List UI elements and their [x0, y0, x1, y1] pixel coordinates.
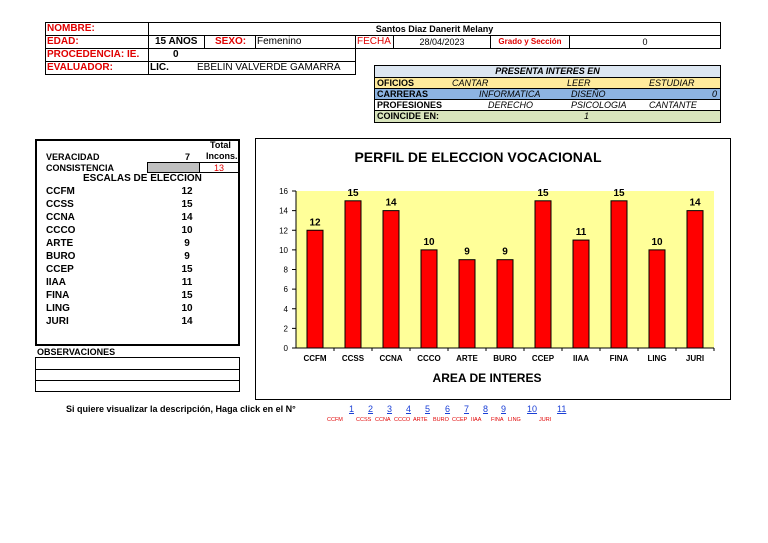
scale-value-ccfm: 12	[181, 186, 193, 197]
y-tick-label: 12	[279, 226, 288, 236]
evaluador-name: EBELIN VALVERDE GAMARRA	[197, 62, 341, 73]
data-label-ccna: 14	[385, 197, 397, 209]
x-tick-label-ccss: CCSS	[341, 354, 365, 363]
scale-code-ccfm: CCFM	[46, 186, 75, 197]
interest-label-coincide: COINCIDE EN:	[377, 111, 440, 121]
description-link-2[interactable]: 2	[368, 404, 374, 414]
bar-arte	[459, 260, 475, 348]
description-link-4[interactable]: 4	[406, 404, 412, 414]
procedencia-label	[45, 48, 149, 62]
edad-label: EDAD:	[45, 35, 149, 49]
interest-carreras-4: 0	[711, 89, 717, 99]
interest-profesiones-3: CANTANTE	[649, 100, 697, 110]
scale-value-iiaa: 11	[181, 277, 193, 288]
nombre-label: NOMBRE:	[45, 22, 149, 36]
description-code-ccfm: CCFM	[327, 417, 343, 423]
description-code-ccna: CCNA	[375, 417, 391, 423]
incons-label: Incons.	[206, 151, 238, 161]
x-tick-label-ccna: CCNA	[379, 354, 403, 363]
data-label-fina: 15	[613, 187, 625, 199]
scales-heading: ESCALAS DE ELECCION	[83, 173, 202, 184]
scale-code-iiaa: IIAA	[46, 277, 66, 288]
data-label-ccfm: 12	[309, 217, 321, 229]
footer-instruction: Si quiere visualizar la descripción, Haga click en el N°	[66, 404, 296, 414]
scale-value-ccep: 15	[181, 264, 193, 275]
total-label: Total	[210, 140, 231, 150]
interest-oficios-2: LEER	[567, 78, 591, 88]
edad-value[interactable]: 15 AÑOS	[148, 35, 205, 49]
bar-ccep	[535, 201, 551, 348]
bar-juri	[687, 211, 703, 348]
evaluador-value[interactable]	[148, 61, 356, 75]
sexo-value[interactable]: Femenino	[255, 35, 356, 49]
scale-code-ccss: CCSS	[46, 199, 74, 210]
description-code-ling: LING	[508, 417, 521, 423]
scale-code-ccco: CCCO	[46, 225, 76, 236]
scale-value-ccco: 10	[181, 225, 193, 236]
y-tick-label: 14	[279, 206, 288, 216]
interest-carreras-2: DISEÑO	[571, 89, 606, 99]
description-link-7[interactable]: 7	[464, 404, 470, 414]
data-label-ccss: 15	[347, 187, 359, 199]
scale-value-ccss: 15	[181, 199, 193, 210]
interest-title: PRESENTA INTERES EN	[374, 65, 721, 78]
scale-value-fina: 15	[181, 290, 193, 301]
description-link-11[interactable]: 11	[557, 404, 567, 414]
bar-fina	[611, 201, 627, 348]
chart-xlabel: AREA DE INTERES	[432, 371, 542, 385]
y-tick-label: 2	[283, 324, 288, 334]
x-tick-label-buro: BURO	[493, 354, 517, 363]
description-link-5[interactable]: 5	[425, 404, 431, 414]
scale-code-arte: ARTE	[46, 238, 74, 249]
scale-value-arte: 9	[184, 238, 190, 249]
vocational-profile-chart	[255, 138, 732, 401]
consistencia-gray-cell	[147, 162, 200, 173]
data-label-buro: 9	[502, 246, 508, 258]
data-label-ling: 10	[651, 236, 663, 248]
x-tick-label-ccco: CCCO	[417, 354, 441, 363]
interest-profesiones-2: PSICOLOGIA	[571, 100, 627, 110]
description-link-10[interactable]: 10	[527, 404, 538, 414]
y-tick-label: 0	[283, 344, 288, 353]
scale-code-ccep: CCEP	[46, 264, 74, 275]
scale-value-juri: 14	[181, 316, 193, 327]
description-code-buro: BURO	[433, 417, 449, 423]
data-label-juri: 14	[689, 197, 701, 209]
description-code-arte: ARTE	[413, 417, 428, 423]
description-code-ccss: CCSS	[356, 417, 372, 423]
x-tick-label-juri: JURI	[685, 354, 705, 363]
description-code-juri: JURI	[539, 417, 552, 423]
bar-buro	[497, 260, 513, 348]
scale-code-juri: JURI	[46, 316, 69, 327]
bar-ling	[649, 250, 665, 348]
consistencia-value: 13	[199, 162, 239, 173]
scale-code-ccna: CCNA	[46, 212, 75, 223]
fecha-value[interactable]: 28/04/2023	[393, 35, 491, 49]
y-tick-label: 6	[283, 285, 288, 295]
x-tick-label-ling: LING	[647, 354, 667, 363]
bar-ccfm	[307, 230, 323, 348]
description-link-8[interactable]: 8	[483, 404, 489, 414]
y-tick-label: 10	[279, 245, 288, 255]
x-tick-label-ccfm: CCFM	[303, 354, 327, 363]
bar-ccco	[421, 250, 437, 348]
data-label-iiaa: 11	[575, 227, 587, 239]
description-link-9[interactable]: 9	[501, 404, 507, 414]
description-link-1[interactable]: 1	[349, 404, 355, 414]
observaciones-label: OBSERVACIONES	[37, 347, 116, 357]
interest-label-profesiones: PROFESIONES	[377, 100, 443, 110]
data-label-ccco: 10	[423, 236, 435, 248]
procedencia-value[interactable]: 0	[148, 48, 356, 62]
scale-value-buro: 9	[184, 251, 190, 262]
veracidad-label: VERACIDAD	[46, 152, 100, 162]
chart-plot	[279, 187, 714, 363]
grado-value[interactable]: 0	[569, 35, 721, 49]
consistencia-label: CONSISTENCIA	[46, 163, 115, 173]
scale-code-ling: LING	[46, 303, 70, 314]
y-tick-label: 4	[283, 304, 288, 314]
x-tick-label-iiaa: IIAA	[573, 354, 589, 363]
x-tick-label-arte: ARTE	[456, 354, 478, 363]
data-label-ccep: 15	[537, 187, 549, 199]
interest-profesiones-1: DERECHO	[488, 100, 534, 110]
description-link-6[interactable]: 6	[445, 404, 451, 414]
evaluador-prefix: LIC.	[150, 62, 169, 73]
y-tick-label: 16	[279, 187, 288, 196]
bar-iiaa	[573, 240, 589, 348]
interest-oficios-3: ESTUDIAR	[649, 78, 695, 88]
sexo-label: SEXO:	[204, 35, 256, 49]
fecha-label: FECHA	[355, 35, 394, 49]
description-code-ccep: CCEP	[452, 417, 468, 423]
x-tick-label-fina: FINA	[609, 354, 629, 363]
description-code-iiaa: IIAA	[471, 417, 482, 423]
interest-coincide-value: 1	[584, 111, 590, 121]
nombre-value[interactable]: Santos Diaz Danerit Melany	[148, 22, 721, 36]
chart-title: PERFIL DE ELECCION VOCACIONAL	[354, 149, 602, 165]
grado-label: Grado y Sección	[490, 35, 570, 49]
observaciones-row[interactable]	[35, 380, 240, 392]
data-label-arte: 9	[464, 246, 470, 258]
scale-code-buro: BURO	[46, 251, 76, 262]
scale-code-fina: FINA	[46, 290, 70, 301]
description-link-3[interactable]: 3	[387, 404, 393, 414]
description-code-ccco: CCCO	[394, 417, 411, 423]
y-tick-label: 8	[283, 265, 288, 275]
interest-carreras-1: INFORMATICA	[479, 89, 541, 99]
interest-row-coincide	[374, 110, 721, 123]
x-tick-label-ccep: CCEP	[531, 354, 555, 363]
scale-value-ling: 10	[181, 303, 193, 314]
bar-ccna	[383, 211, 399, 348]
bar-ccss	[345, 201, 361, 348]
procedencia-label-text: PROCEDENCIA: IE.	[47, 49, 140, 60]
interest-label-carreras: CARRERAS	[377, 89, 429, 99]
veracidad-value: 7	[185, 152, 191, 162]
interest-label-oficios: OFICIOS	[377, 78, 415, 88]
interest-oficios-1: CANTAR	[452, 78, 489, 88]
evaluador-label: EVALUADOR:	[45, 61, 149, 75]
description-code-fina: FINA	[491, 417, 504, 423]
scale-value-ccna: 14	[181, 212, 193, 223]
